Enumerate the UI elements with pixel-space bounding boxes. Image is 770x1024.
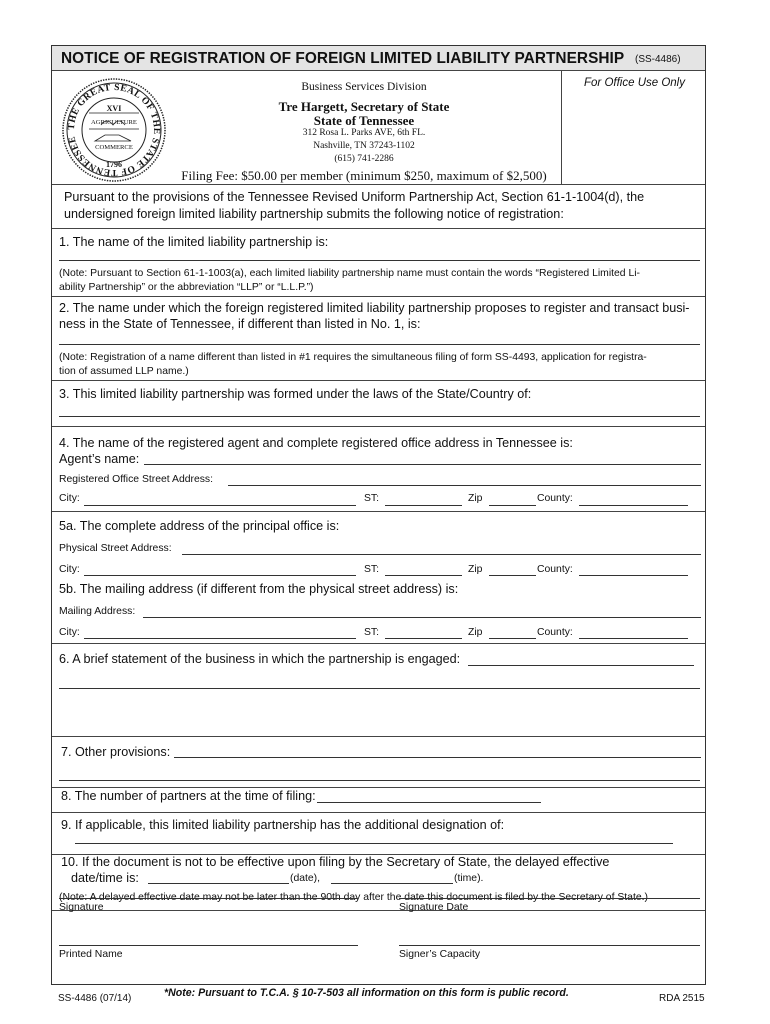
item-10-label-2: date/time is: — [71, 871, 139, 885]
division: Business Services Division — [301, 81, 427, 93]
st-field[interactable] — [385, 505, 462, 506]
item-7-label: 7. Other provisions: — [61, 745, 171, 759]
item-10-note: (Note: A delayed effective date may not be later than the 90th day after the date this document is filed by the Secretary of State.) — [59, 892, 648, 903]
business-statement-field[interactable] — [468, 665, 694, 666]
llp-name-field[interactable] — [59, 260, 700, 261]
date-label: (date), — [290, 873, 321, 884]
intro-section — [52, 185, 705, 229]
partners-count-field[interactable] — [317, 802, 541, 803]
st-field[interactable] — [385, 575, 462, 576]
zip-label: Zip — [468, 627, 483, 638]
printed-name-label: Printed Name — [59, 949, 123, 960]
county-label: County: — [537, 627, 573, 638]
registration-name-field[interactable] — [59, 344, 700, 345]
signature-date-field[interactable] — [399, 898, 700, 899]
mailing-address-label: Mailing Address: — [59, 606, 136, 617]
item-10-section — [52, 855, 705, 911]
st-label: ST: — [364, 564, 380, 575]
county-label: County: — [537, 493, 573, 504]
zip-label: Zip — [468, 493, 483, 504]
footer-form-code: SS-4486 (07/14) — [58, 993, 132, 1004]
item-9-section — [52, 813, 705, 855]
st-label: ST: — [364, 627, 380, 638]
state-name: State of Tennessee — [313, 113, 415, 128]
item-4-section — [52, 427, 705, 512]
footer-rda: RDA 2515 — [659, 993, 705, 1004]
secretary-name: Tre Hargett, Secretary of State — [278, 99, 450, 114]
item-8-label: 8. The number of partners at the time of filing: — [61, 789, 316, 803]
city-field[interactable] — [84, 505, 356, 506]
item-5-section — [52, 512, 705, 644]
office-use-label: For Office Use Only — [584, 77, 685, 89]
form-code: (SS-4486) — [635, 54, 681, 65]
item-1-section — [52, 229, 705, 297]
additional-designation-field[interactable] — [75, 843, 673, 844]
intro-line-2: undersigned foreign limited liability partnership submits the following notice of registration: — [64, 207, 564, 221]
item-2-note-1: (Note: Registration of a name different than listed in #1 requires the simultaneous filing of form SS-4493, application for registra- — [59, 352, 647, 363]
county-field[interactable] — [579, 638, 688, 639]
city-label: City: — [59, 627, 80, 638]
seal-commerce: COMMERCE — [95, 144, 133, 151]
item-10-label-1: 10. If the document is not to be effective upon filing by the Secretary of State, the delayed effective — [61, 855, 610, 869]
physical-street-label: Physical Street Address: — [59, 543, 172, 554]
effective-date-field[interactable] — [148, 883, 289, 884]
item-8-section — [52, 788, 705, 813]
phone: (615) 741-2286 — [334, 154, 394, 164]
item-1-label: 1. The name of the limited liability partnership is: — [59, 235, 329, 249]
address-line-2: Nashville, TN 37243-1102 — [313, 141, 415, 151]
other-provisions-field[interactable] — [174, 757, 701, 758]
item-5a-label: 5a. The complete address of the principal office is: — [59, 519, 340, 533]
item-2-note-2: tion of assumed LLP name.) — [59, 366, 189, 377]
seal-agriculture: AGRICULTURE — [91, 119, 137, 126]
signature-label: Signature — [59, 902, 104, 913]
title-bar — [52, 46, 705, 71]
city-field[interactable] — [84, 575, 356, 576]
effective-time-field[interactable] — [331, 883, 453, 884]
city-field[interactable] — [84, 638, 356, 639]
item-5b-label: 5b. The mailing address (if different from the physical street address) is: — [59, 582, 459, 596]
city-label: City: — [59, 564, 80, 575]
item-2-label-2: ness in the State of Tennessee, if different than listed in No. 1, is: — [59, 317, 421, 331]
state-seal-icon — [61, 77, 167, 183]
st-field[interactable] — [385, 638, 462, 639]
county-field[interactable] — [579, 575, 688, 576]
other-provisions-field-2[interactable] — [59, 780, 700, 781]
city-label: City: — [59, 493, 80, 504]
agent-name-field[interactable] — [144, 464, 701, 465]
signature-date-label: Signature Date — [399, 902, 469, 913]
st-label: ST: — [364, 493, 380, 504]
filing-fee: Filing Fee: $50.00 per member (minimum $250, maximum of $2,500) — [181, 168, 547, 183]
agent-name-label: Agent’s name: — [59, 452, 140, 466]
zip-field[interactable] — [489, 505, 536, 506]
address-line-1: 312 Rosa L. Parks AVE, 6th FL. — [302, 128, 426, 138]
header — [52, 71, 705, 185]
registered-office-street-field[interactable] — [228, 485, 701, 486]
item-3-section — [52, 381, 705, 427]
item-3-label: 3. This limited liability partnership was formed under the laws of the State/Country of: — [59, 387, 532, 401]
zip-field[interactable] — [489, 638, 536, 639]
formation-state-field[interactable] — [59, 416, 700, 417]
signature-field[interactable] — [59, 898, 358, 899]
mailing-address-field[interactable] — [143, 617, 701, 618]
intro-line-1: Pursuant to the provisions of the Tennessee Revised Uniform Partnership Act, Section 61-1-1004(d), the — [64, 190, 645, 204]
county-field[interactable] — [579, 505, 688, 506]
business-statement-field-2[interactable] — [59, 688, 700, 689]
seal-outer-text: THE GREAT SEAL OF THE STATE OF TENNESSEE — [66, 82, 162, 178]
form-title: NOTICE OF REGISTRATION OF FOREIGN LIMITED LIABILITY PARTNERSHIP — [61, 50, 625, 67]
public-record-note: *Note: Pursuant to T.C.A. § 10-7-503 all information on this form is public record. — [164, 987, 569, 999]
item-2-section — [52, 297, 705, 381]
seal-numeral: XVI — [106, 104, 122, 113]
county-label: County: — [537, 564, 573, 575]
physical-street-field[interactable] — [182, 554, 701, 555]
item-2-label-1: 2. The name under which the foreign registered limited liability partnership proposes to register and transact busi- — [59, 301, 690, 315]
zip-label: Zip — [468, 564, 483, 575]
item-7-section — [52, 737, 705, 788]
time-label: (time). — [454, 873, 484, 884]
seal-year: 1796 — [106, 160, 122, 169]
item-1-note-1: (Note: Pursuant to Section 61-1-1003(a), each limited liability partnership name must contain the words “Registered Limited Li- — [59, 268, 641, 279]
signer-capacity-field[interactable] — [399, 945, 700, 946]
item-4-label: 4. The name of the registered agent and complete registered office address in Tennessee is: — [59, 436, 573, 450]
signer-capacity-label: Signer’s Capacity — [399, 949, 481, 960]
office-use-box — [561, 71, 707, 185]
form-frame — [51, 45, 706, 985]
item-6-section — [52, 644, 705, 737]
item-6-label: 6. A brief statement of the business in which the partnership is engaged: — [59, 652, 461, 666]
zip-field[interactable] — [489, 575, 536, 576]
registered-office-street-label: Registered Office Street Address: — [59, 474, 214, 485]
item-9-label: 9. If applicable, this limited liability partnership has the additional designation of: — [61, 818, 505, 832]
printed-name-field[interactable] — [59, 945, 358, 946]
item-1-note-2: ability Partnership” or the abbreviation “LLP” or “L.L.P.”) — [59, 282, 314, 293]
